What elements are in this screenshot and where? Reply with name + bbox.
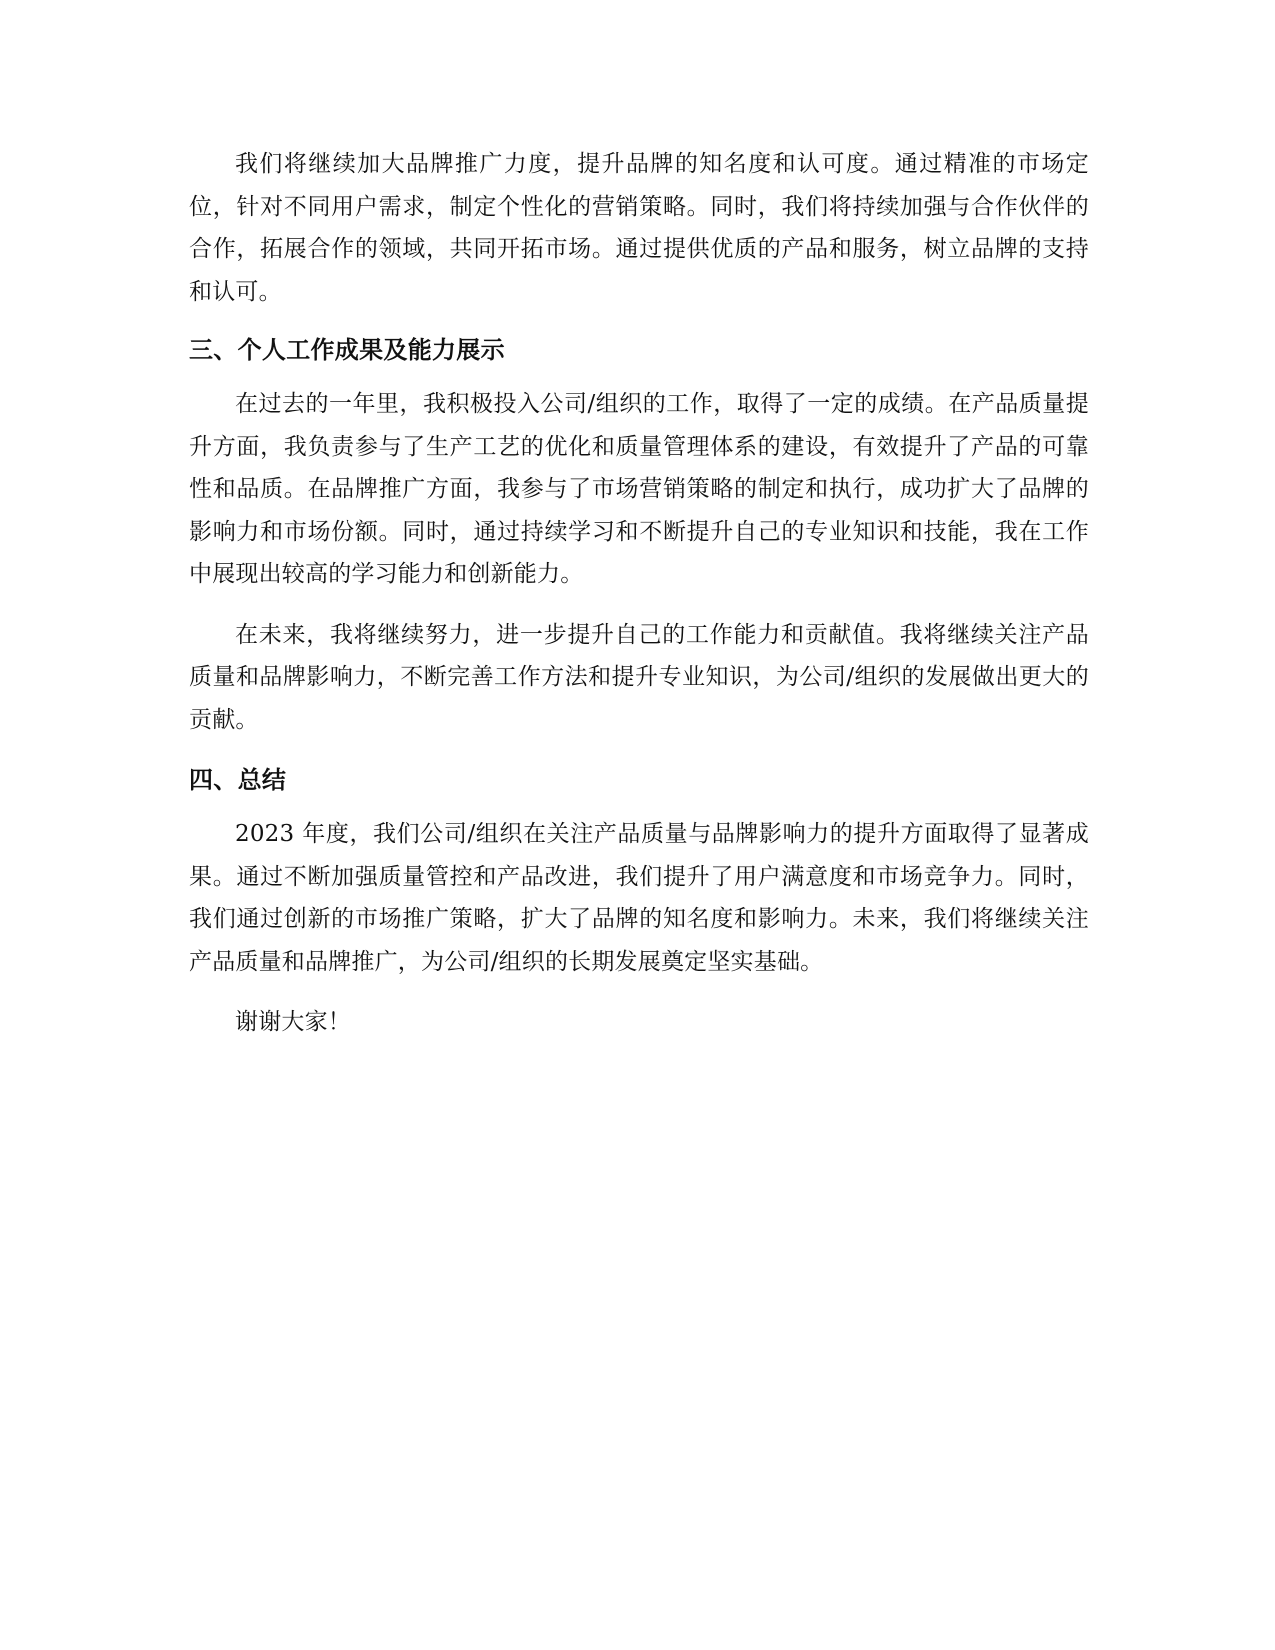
paragraph-brand-promotion: 我们将继续加大品牌推广力度，提升品牌的知名度和认可度。通过精准的市场定位，针对不同用户需求，制定个性化的营销策略。同时，我们将持续加强与合作伙伴的合作，拓展合作的领域，共同开拓市场。通过提供优质的产品和服务，树立品牌的支持和认可。: [189, 151, 1089, 305]
document-body: [189, 143, 1089, 1062]
section-heading-summary: 四、总结: [189, 766, 287, 794]
paragraph-future-plans: 在未来，我将继续努力，进一步提升自己的工作能力和贡献值。我将继续关注产品质量和品牌影响力，不断完善工作方法和提升专业知识，为公司/组织的发展做出更大的贡献。: [189, 621, 1089, 733]
paragraph-summary: 2023 年度，我们公司/组织在关注产品质量与品牌影响力的提升方面取得了显著成果。通过不断加强质量管控和产品改进，我们提升了用户满意度和市场竞争力。同时，我们通过创新的市场推广策略，扩大了品牌的知名度和影响力。未来，我们将继续关注产品质量和品牌推广，为公司/组织的长期发展奠定坚实基础。: [189, 821, 1089, 975]
section-heading-achievements: 三、个人工作成果及能力展示: [189, 336, 505, 364]
paragraph-personal-achievements: 在过去的一年里，我积极投入公司/组织的工作，取得了一定的成绩。在产品质量提升方面，我负责参与了生产工艺的优化和质量管理体系的建设，有效提升了产品的可靠性和品质。在品牌推广方面，我参与了市场营销策略的制定和执行，成功扩大了品牌的影响力和市场份额。同时，通过持续学习和不断提升自己的专业知识和技能，我在工作中展现出较高的学习能力和创新能力。: [189, 391, 1089, 587]
closing-thanks: 谢谢大家！: [235, 1009, 351, 1035]
